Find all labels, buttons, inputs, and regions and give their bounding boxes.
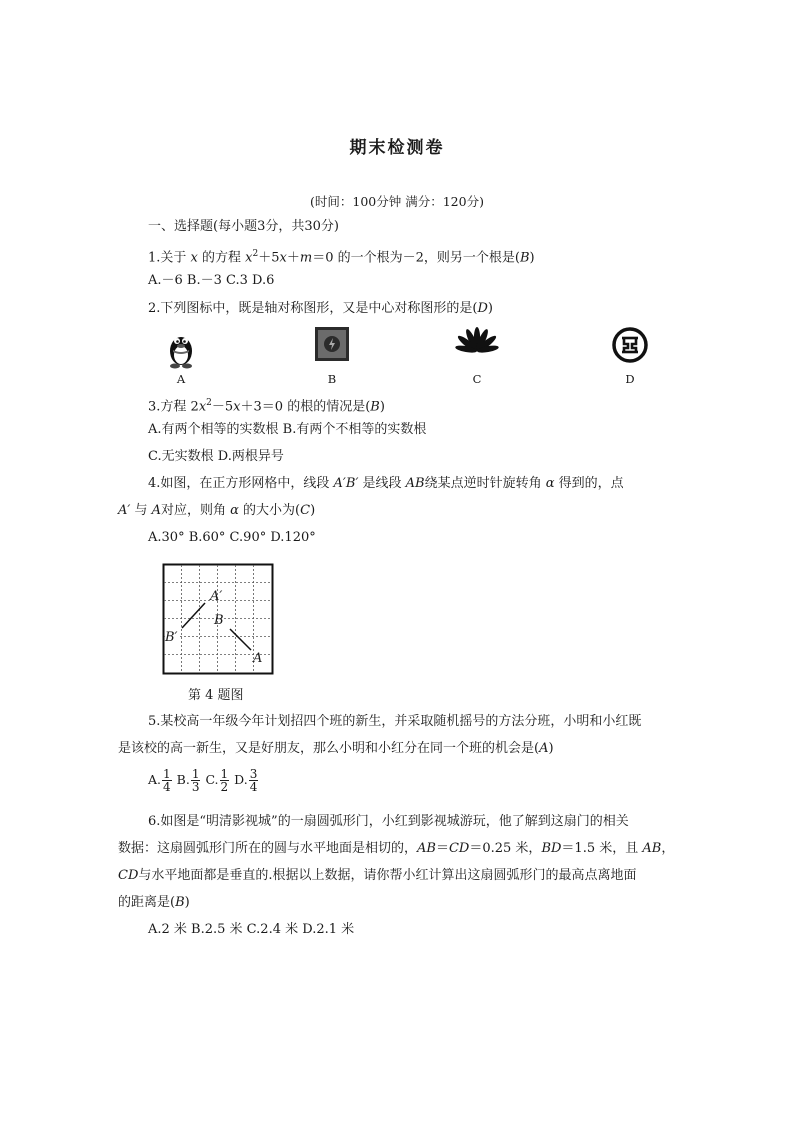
exam-meta: (时间：100分钟 满分：120分) — [310, 194, 484, 209]
question-6-line-2: 数据：这扇圆弧形门所在的圆与水平地面是相切的，AB＝CD＝0.25 米，BD＝1.5 米，且 AB， — [118, 841, 675, 856]
question-4-options: A.30° B.60° C.90° D.120° — [148, 530, 316, 545]
question-5-line-1: 5.某校高一年级今年计划招四个班的新生，并采取随机摇号的方法分班，小明和小红既 — [148, 714, 642, 729]
icon-label-b: B — [327, 372, 337, 386]
question-6-line-1: 6.如图是“明清影视城”的一扇圆弧形门，小红到影视城游玩，他了解到这扇门的相关 — [148, 814, 629, 829]
label-a: A — [253, 651, 263, 666]
answer-2: D — [477, 301, 488, 316]
answer-4: C — [300, 503, 311, 518]
question-6-line-3: CD与水平地面都是垂直的.根据以上数据，请你帮小红计算出这扇圆弧形门的最高点离地面 — [118, 868, 637, 883]
penguin-icon — [164, 329, 198, 369]
question-5-line-2: 是该校的高一新生，又是好朋友，那么小明和小红分在同一个班的机会是(A) — [118, 741, 554, 756]
question-3: 3.方程 $2x^2-5x+3=0$ 的根的情况是(B) — [148, 398, 385, 415]
section-heading: 一、选择题(每小题3分，共30分) — [148, 219, 339, 234]
figure-caption: 第 4 题图 — [188, 688, 244, 703]
answer-3: B — [370, 399, 380, 415]
question-4-line-1: 4.如图，在正方形网格中，线段 A′B′ 是线段 AB绕某点逆时针旋转角 α 得到的，点 — [148, 476, 624, 491]
answer-1: B — [519, 250, 530, 266]
question-3-options-1: A.有两个相等的实数根 B.有两个不相等的实数根 — [148, 422, 427, 437]
question-1: 1.关于 x 的方程 $x^2+5x+m=0$ 的一个根为－2，则另一个根是(B) — [148, 249, 535, 266]
question-3-options-2: C.无实数根 D.两根异号 — [148, 449, 284, 464]
power-button-icon — [315, 327, 349, 361]
bank-logo-icon — [612, 327, 648, 363]
question-6-options: A.2 米 B.2.5 米 C.2.4 米 D.2.1 米 — [148, 922, 355, 937]
page-title: 期末检测卷 — [349, 138, 445, 158]
answer-5: A — [539, 741, 549, 756]
label-b: B — [214, 613, 224, 628]
question-1-options: A.－6 B.－3 C.3 D.6 — [148, 273, 275, 288]
petal-logo-icon — [455, 327, 499, 363]
answer-6: B — [175, 895, 185, 910]
question-4-line-2: A′ 与 A对应，则角 α 的大小为(C) — [118, 503, 316, 518]
label-b-prime: B′ — [165, 630, 178, 645]
label-a-prime: A′ — [210, 589, 223, 604]
icon-label-d: D — [625, 372, 635, 386]
icon-label-c: C — [472, 372, 482, 386]
question-6-line-4: 的距离是(B) — [118, 895, 190, 910]
question-2: 2.下列图标中，既是轴对称图形，又是中心对称图形的是(D) — [148, 301, 493, 316]
question-5-options: A. $\frac{1}{4}$ B. $\frac{1}{3}$ C. $\frac{1}{2}$ D. $\frac{3}{4}$ — [148, 767, 258, 794]
icon-label-a: A — [176, 372, 186, 386]
